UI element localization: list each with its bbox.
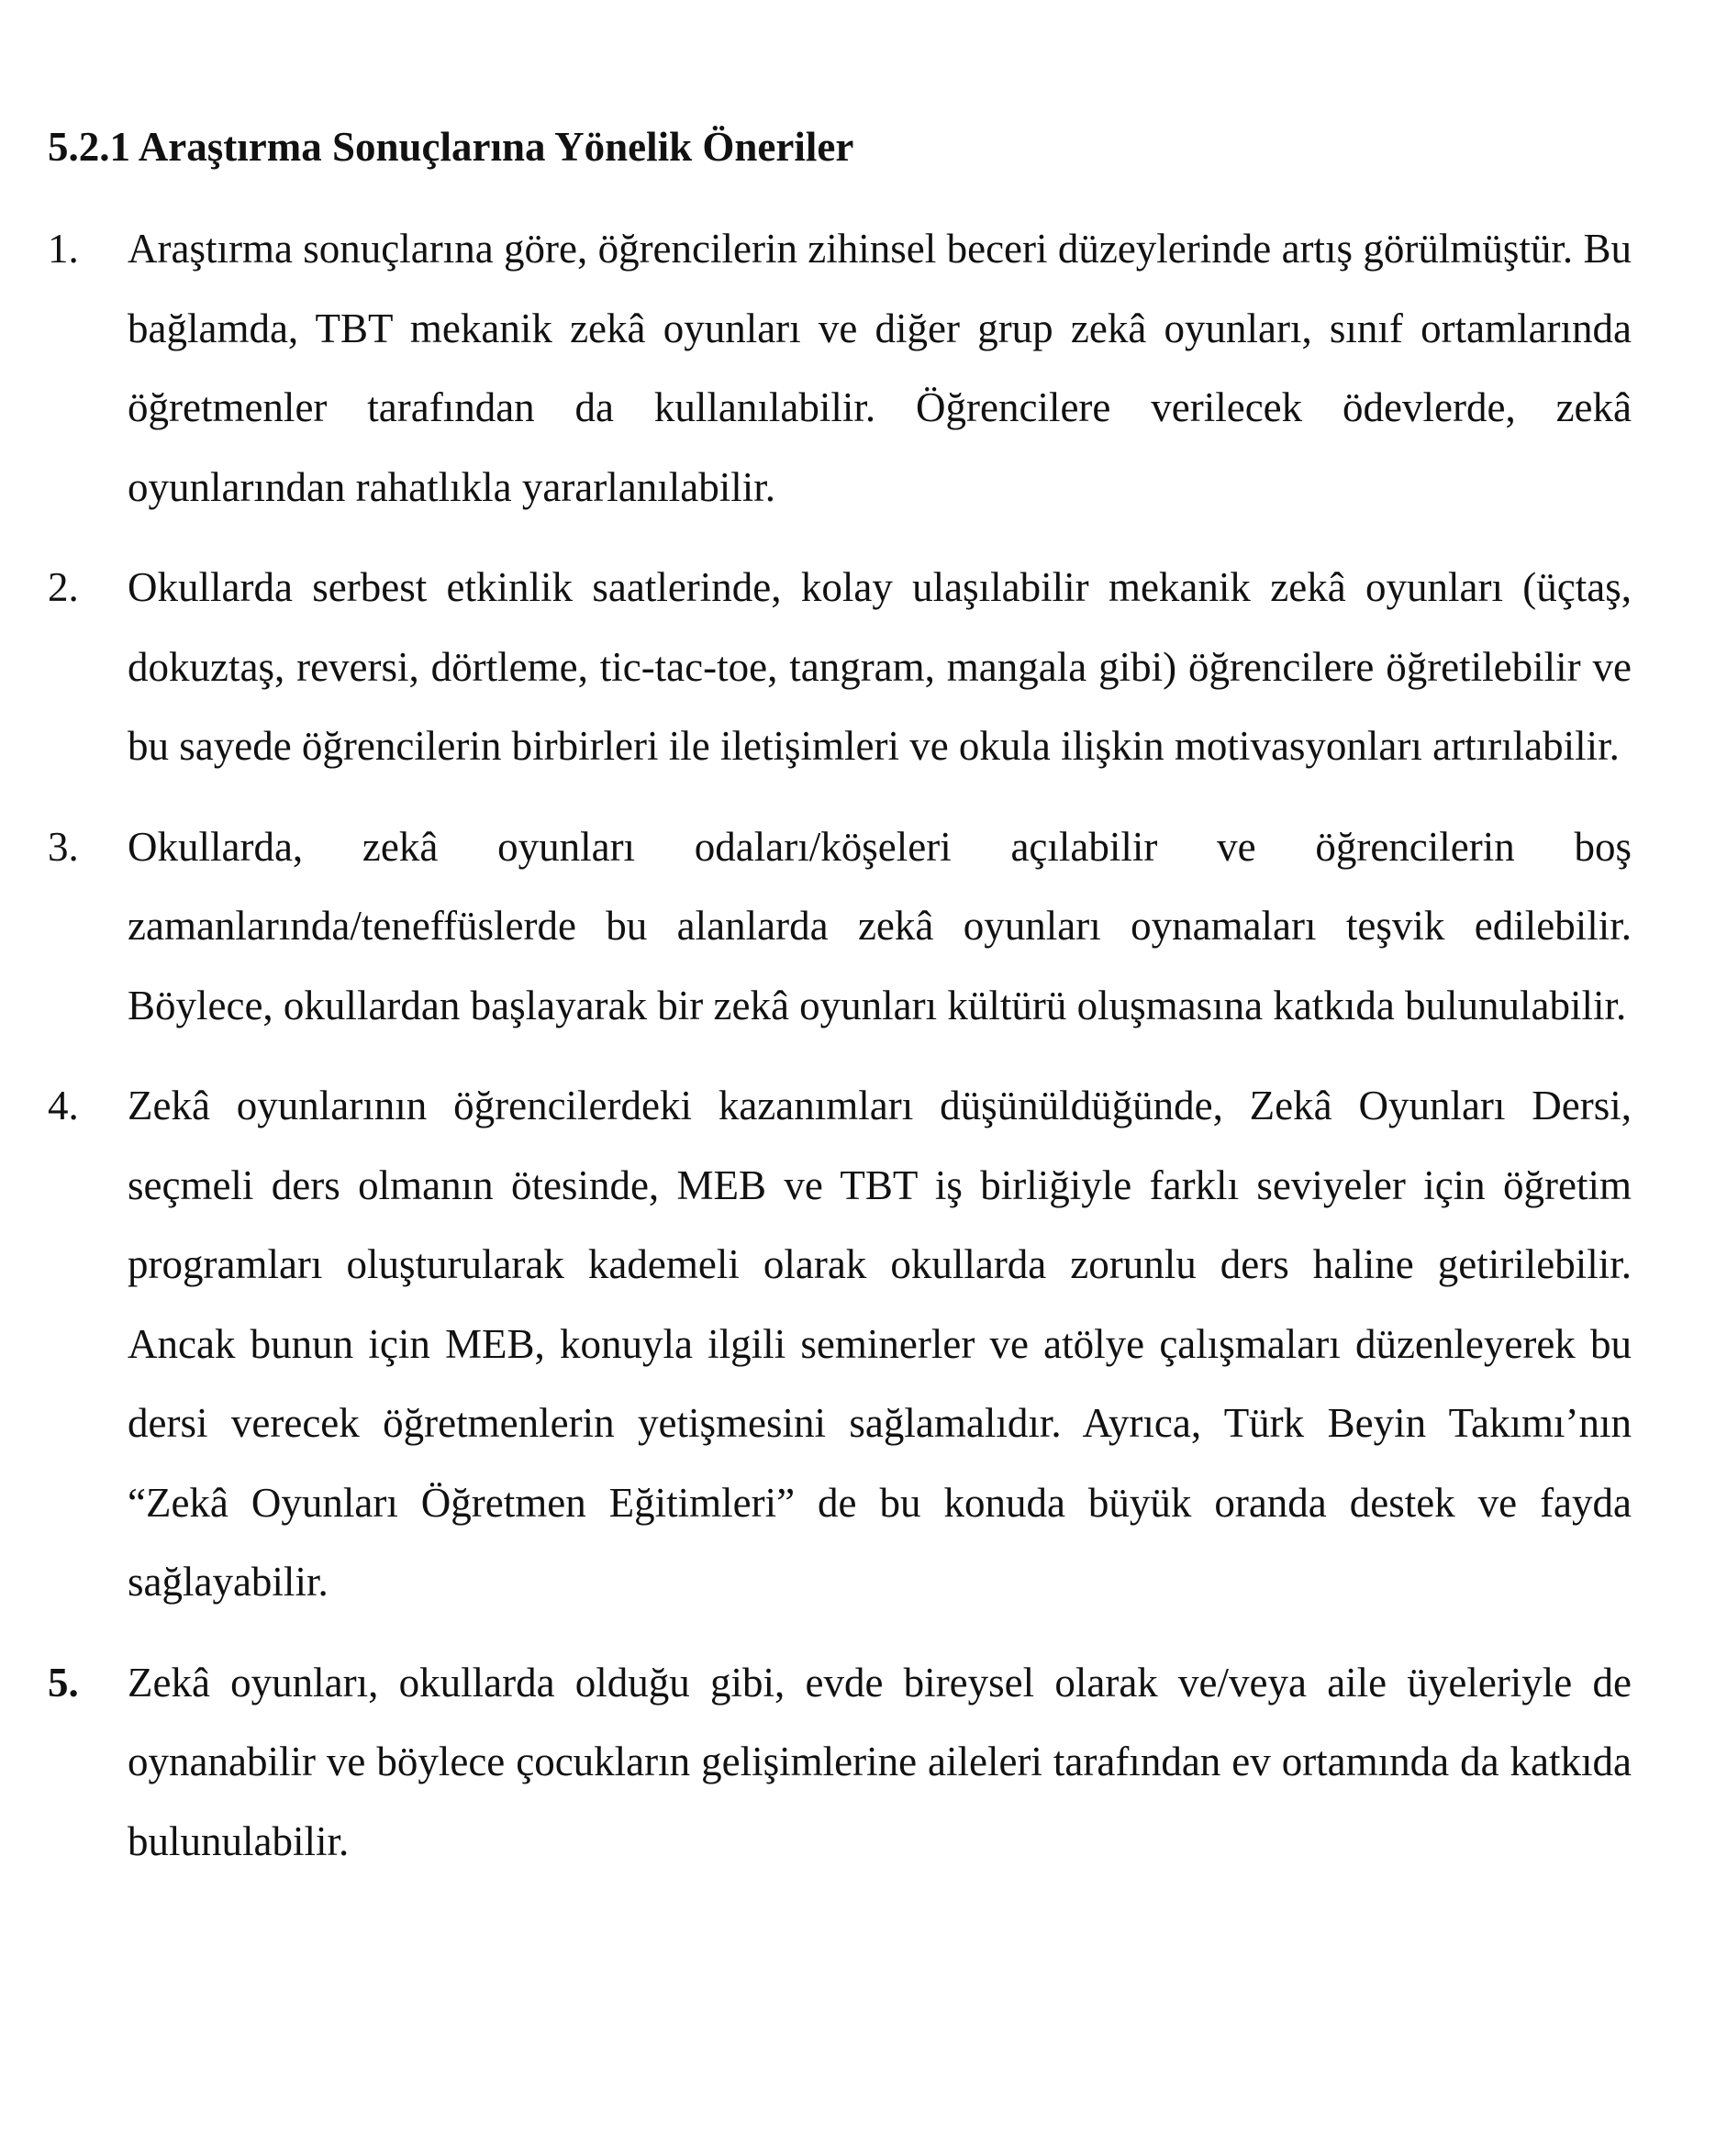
list-item-text: Okullarda, zekâ oyunları odaları/köşeleri açılabilir ve öğrencilerin boş zamanlarında/teneffüslerde bu alanlarda zekâ oyunları oynamaları teşvik edilebilir. Böylece, okullardan başlayarak bir zekâ oyunları kültürü oluşmasına katkıda bulunulabilir. [128, 823, 1632, 1028]
section-heading: 5.2.1 Araştırma Sonuçlarına Yönelik Öneriler [48, 124, 854, 170]
list-item-text: Araştırma sonuçlarına göre, öğrencilerin zihinsel beceri düzeylerinde artış görülmüştür. Bu bağlamda, TBT mekanik zekâ oyunları ve diğer grup zekâ oyunları, sınıf ortamlarında öğretmenler tarafından da kullanılabilir. Öğrencilere verilecek ödevlerde, zekâ oyunlarından rahatlıkla yararlanılabilir. [128, 226, 1632, 510]
list-item-4 [48, 1066, 1632, 1622]
list-item-text: Zekâ oyunları, okullarda olduğu gibi, evde bireysel olarak ve/veya aile üyeleriyle de oynanabilir ve böylece çocukların gelişimlerine aileleri tarafından ev ortamında da katkıda bulunulabilir. [128, 1659, 1632, 1864]
list-item-number: 1. [48, 226, 79, 272]
list-item-number: 5. [48, 1659, 79, 1706]
list-item-text: Zekâ oyunlarının öğrencilerdeki kazanımları düşünüldüğünde, Zekâ Oyunları Dersi, seçmeli ders olmanın ötesinde, MEB ve TBT iş birliğiyle farklı seviyeler için öğretim programları oluşturularak kademeli olarak okullarda zorunlu ders haline getirilebilir. Ancak bunun için MEB, konuyla ilgili seminerler ve atölye çalışmaları düzenleyerek bu dersi verecek öğretmenlerin yetişmesini sağlamalıdır. Ayrıca, Türk Beyin Takımı’nın “Zekâ Oyunları Öğretmen Eğitimleri” de bu konuda büyük oranda destek ve fayda sağlayabilir. [128, 1083, 1632, 1605]
list-item-1 [48, 209, 1632, 527]
list-item-2 [48, 548, 1632, 786]
list-item-text: Okullarda serbest etkinlik saatlerinde, kolay ulaşılabilir mekanik zekâ oyunları (üçtaş, dokuztaş, reversi, dörtleme, tic-tac-toe, tangram, mangala gibi) öğrencilere öğretilebilir ve bu sayede öğrencilerin birbirleri ile iletişimleri ve okula ilişkin motivasyonları artırılabilir. [128, 564, 1632, 769]
list-item-number: 4. [48, 1083, 79, 1128]
list-item-number: 2. [48, 564, 79, 610]
list-item-number: 3. [48, 823, 79, 870]
list-item-3 [48, 807, 1632, 1046]
document-page [48, 119, 1632, 1902]
list-item-5 [48, 1643, 1632, 1882]
